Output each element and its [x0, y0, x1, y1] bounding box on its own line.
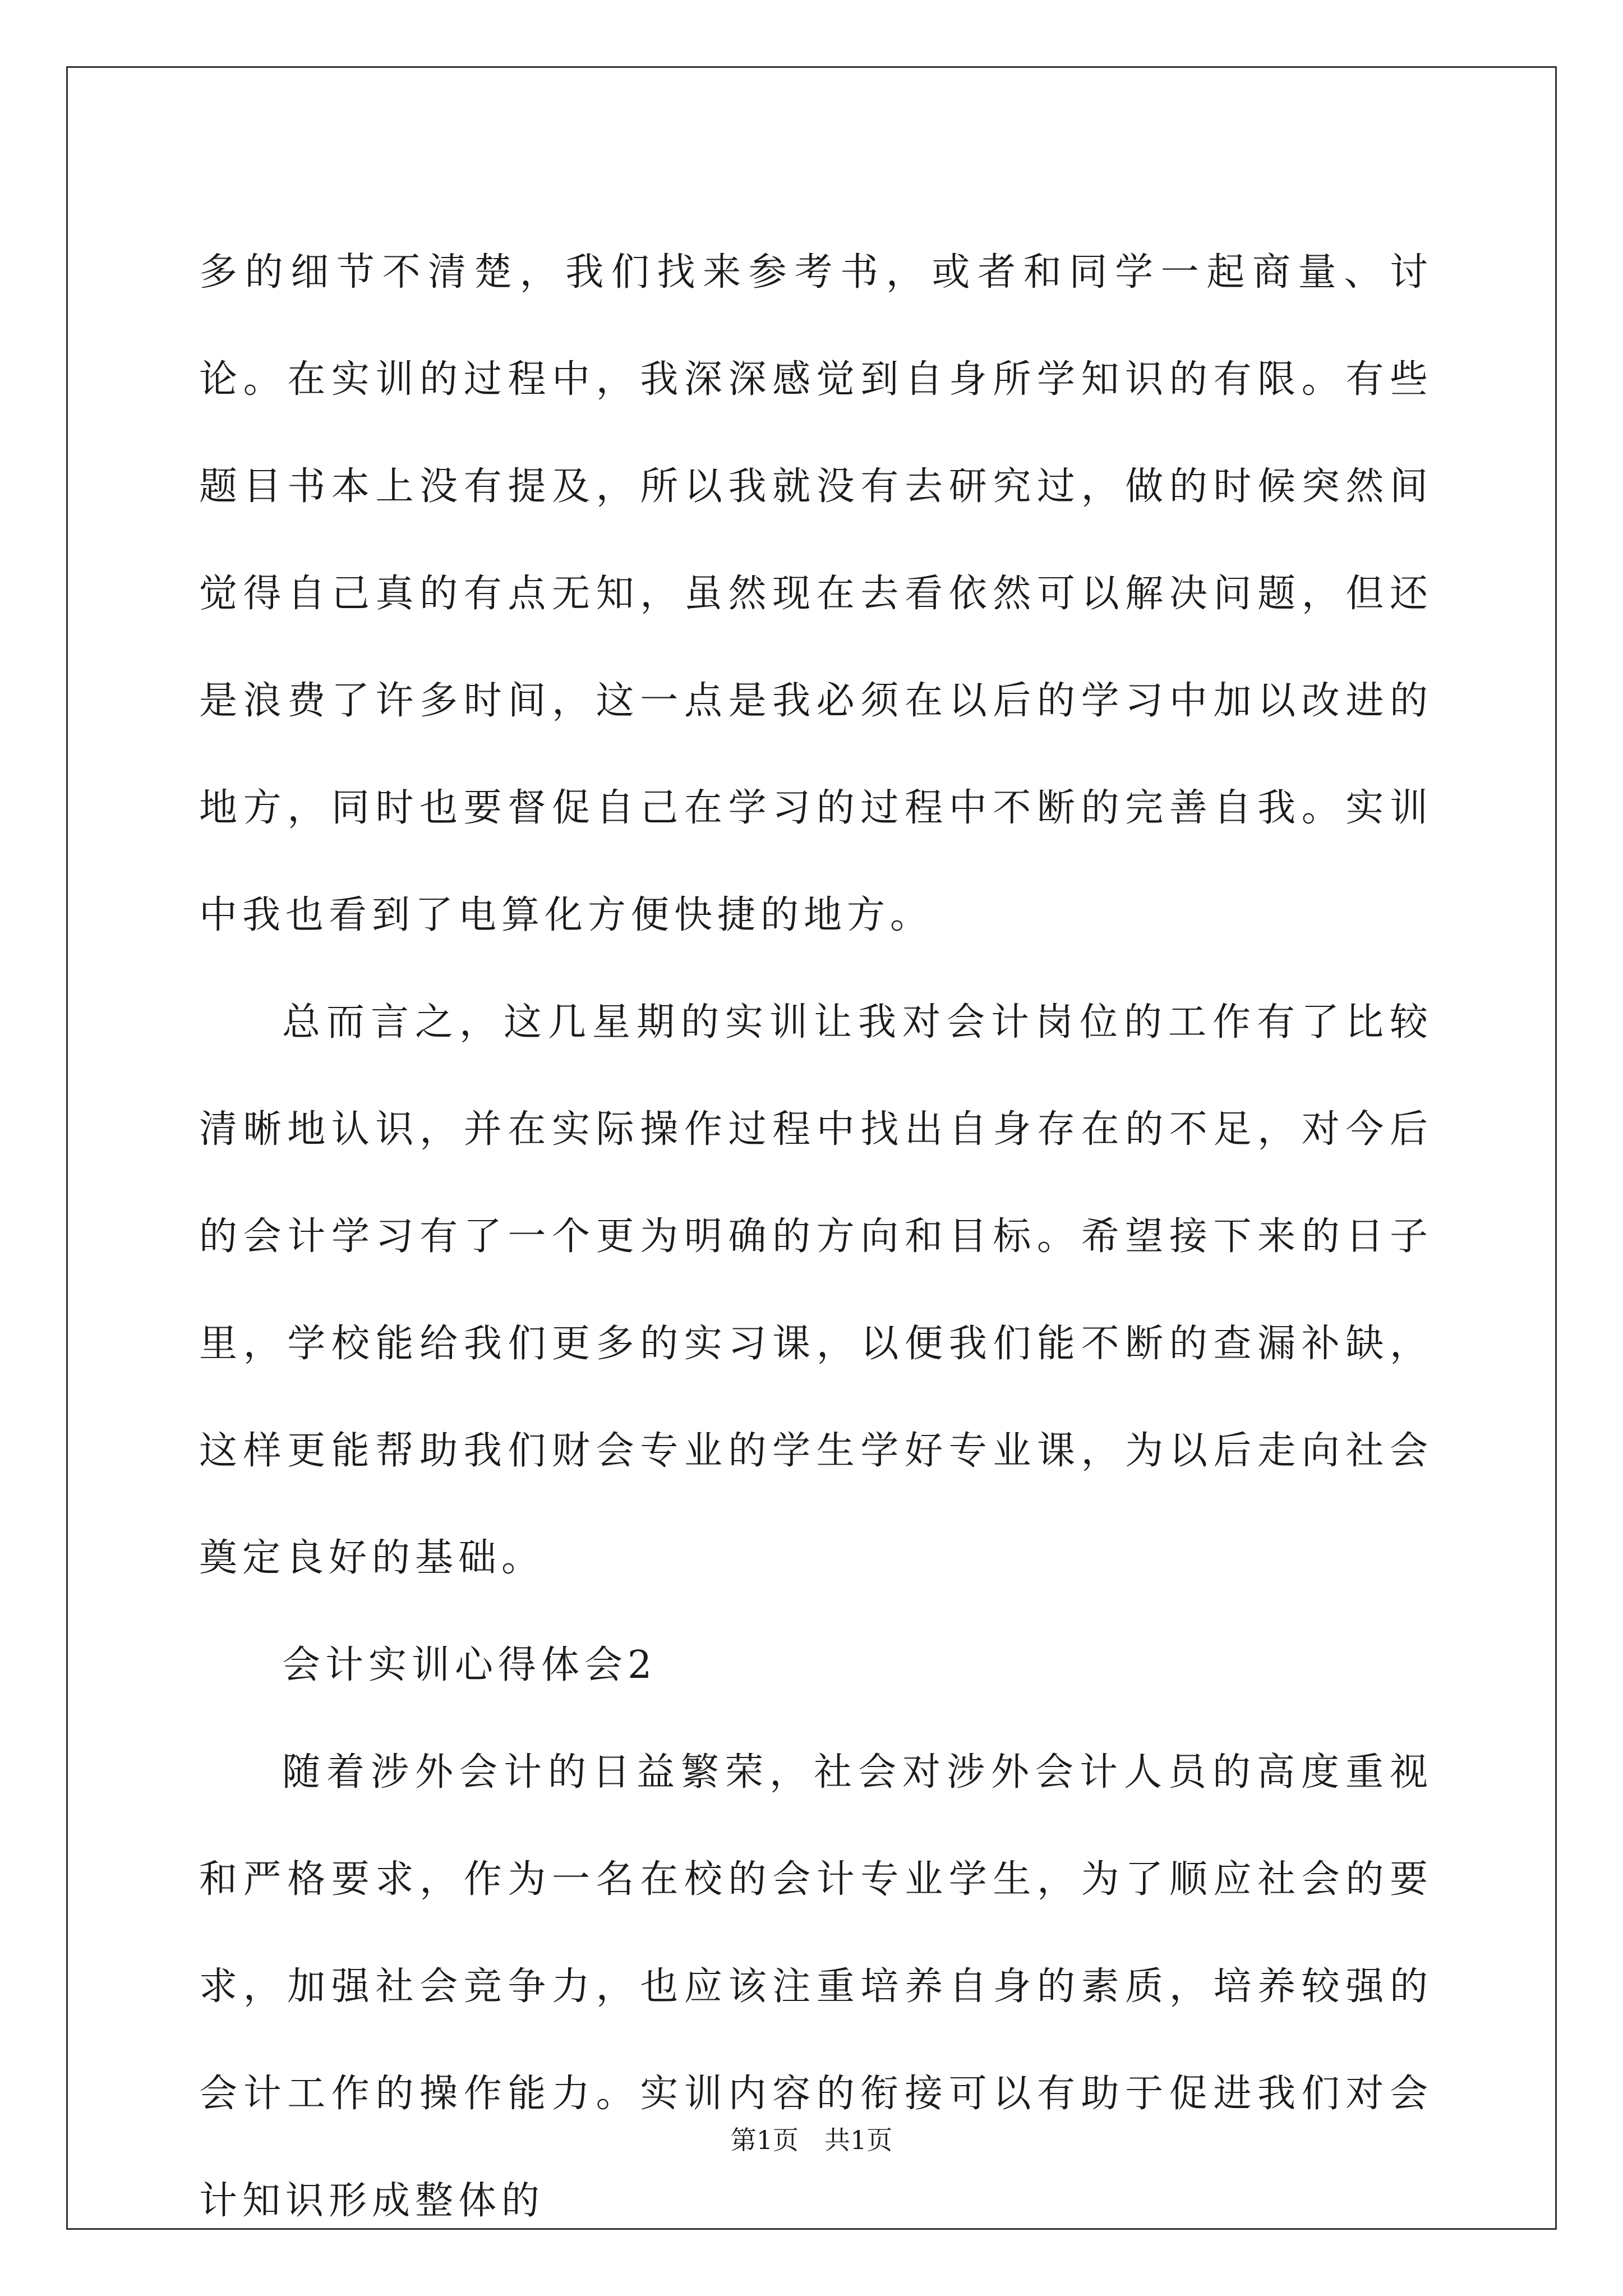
- paragraph-summary: 总而言之，这几星期的实训让我对会计岗位的工作有了比较清晰地认识，并在实际操作过程中找出自身存在的不足，对今后的会计学习有了一个更为明确的方向和目标。希望接下来的日子里，学校能给我们更多的实习课，以便我们能不断的查漏补缺，这样更能帮助我们财会专业的学生学好专业课，为以后走向社会奠定良好的基础。: [199, 1000, 1433, 1580]
- paragraph-intro: 随着涉外会计的日益繁荣，社会对涉外会计人员的高度重视和严格要求，作为一名在校的会计专业学生，为了顺应社会的要求，加强社会竞争力，也应该注重培养自身的素质，培养较强的会计工作的操作能力。实训内容的衔接可以有助于促进我们对会计知识形成整体的: [199, 1750, 1433, 2223]
- document-body: [199, 219, 1433, 2254]
- page-footer: [0, 2123, 1623, 2157]
- page-total: 共1页: [824, 2125, 893, 2155]
- paragraph-continuation: 多的细节不清楚，我们找来参考书，或者和同学一起商量、讨论。在实训的过程中，我深深感觉到自身所学知识的有限。有些题目书本上没有提及，所以我就没有去研究过，做的时候突然间觉得自己真的有点无知，虽然现在去看依然可以解决问题，但还是浪费了许多时间，这一点是我必须在以后的学习中加以改进的地方，同时也要督促自己在学习的过程中不断的完善自我。实训中我也看到了电算化方便快捷的地方。: [199, 250, 1433, 937]
- section-heading: 会计实训心得体会2: [282, 1643, 657, 1687]
- page-number: 第1页: [730, 2125, 799, 2155]
